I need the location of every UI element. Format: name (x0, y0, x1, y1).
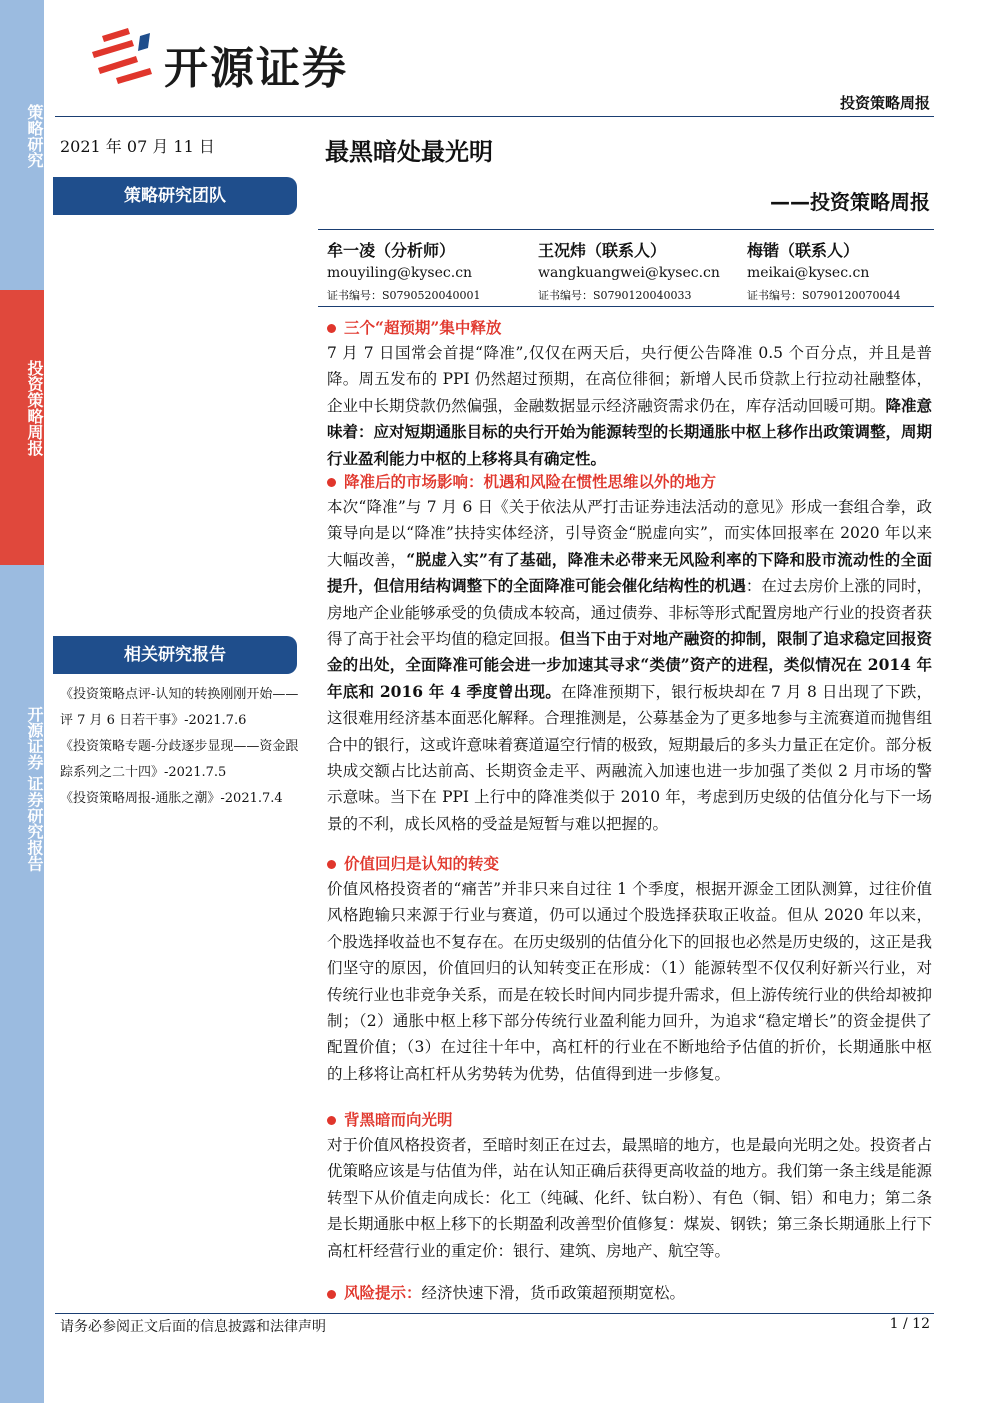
left-sidebar (0, 0, 44, 1403)
author-name: 王况炜（联系人） (538, 241, 667, 260)
risk-text: 经济快速下滑，货币政策超预期宽松。 (421, 1284, 686, 1302)
author-email[interactable]: wangkuangwei@kysec.cn (538, 265, 720, 281)
footer-divider (55, 1313, 934, 1314)
section-body: 本次“降准”与 7 月 6 日《关于依法从严打击证券违法活动的意见》形成一套组合拳，政策导向是以“降准”扶持实体经济，引导资金“脱虚向实”，而实体回报率在 2020 年以来大幅改善，“脱虚入实”有了基础，降准未必带来无风险利率的下降和股市流动性的全面提升，但信用结构调整下的全面降准可能会催化结构性的机遇：在过去房价上涨的同时，房地产企业能够承受的负债成本较高，通过债券、非标等形式配置房地产行业的投资者获得了高于社会平均值的稳定回报。但当下由于对地产融资的抑制，限制了追求稳定回报资金的出处，全面降准可能会进一步加速其寻求“类债”资产的进程，类似情况在 2014 年年底和 2016 年 4 季度曾出现。在降准预期下，银行板块却在 7 月 8 日出现了下跌，这很难用经济基本面恶化解释。合理推测是，公募基金为了更多地参与主流赛道而抛售组合中的银行，这或许意味着赛道逼空行情的极致，短期最后的多头力量正在定价。部分板块成交额占比达前高、长期资金走平、两融流入加速也进一步加强了类似 2 月市场的警示意味。当下在 PPI 上行中的降准类似于 2010 年，考虑到历史级的估值分化与下一场景的不利，成长风格的受益是短暂与难以把握的。 (327, 498, 932, 833)
bullet-icon (327, 860, 336, 869)
author-email[interactable]: mouyiling@kysec.cn (327, 265, 473, 281)
section-4 (327, 1108, 932, 1264)
section-3 (327, 852, 932, 1087)
header-divider (55, 116, 934, 117)
team-banner: 策略研究团队 (53, 177, 297, 215)
author-block (538, 238, 720, 303)
sidebar-bottom-text: 开源证券 证券研究报告 (25, 706, 44, 872)
logo-icon (88, 26, 158, 86)
section-1 (327, 316, 932, 472)
author-divider (318, 306, 934, 307)
section-body: 7 月 7 日国常会首提“降准”,仅仅在两天后，央行便公告降准 0.5 个百分点，并且是普降。周五发布的 PPI 仍然超过预期，在高位徘徊；新增人民币贷款上行拉动社融整体，企业中长期贷款仍然偏强，金融数据显示经济融资需求仍在，库存活动回暖可期。降准意味着：应对短期通胀目标的央行开始为能源转型的长期通胀中枢上移作出政策调整，周期行业盈利能力中枢的上移将具有确定性。 (327, 344, 932, 468)
bullet-icon (327, 1116, 336, 1125)
footer-disclaimer: 请务必参阅正文后面的信息披露和法律声明 (60, 1319, 326, 1335)
page-number: 1 / 12 (889, 1316, 930, 1332)
section-2 (327, 470, 932, 837)
risk-label: 风险提示： (344, 1283, 422, 1302)
author-cert: 证书编号：S0790120070044 (747, 289, 901, 302)
section-body: 对于价值风格投资者，至暗时刻正在过去，最黑暗的地方，也是最向光明之处。投资者占优策略应该是与估值为伴，站在认知正确后获得更高收益的地方。我们第一条主线是能源转型下从价值走向成长：化工（纯碱、化纤、钛白粉）、有色（铜、铝）和电力；第二条是长期通胀中枢上移下的长期盈利改善型价值修复：煤炭、钢铁；第三条长期通胀上行下高杠杆经营行业的重定价：银行、建筑、房地产、航空等。 (327, 1136, 932, 1260)
brand-name: 开源证券 (164, 43, 348, 94)
author-block (327, 238, 481, 303)
section-body: 价值风格投资者的“痛苦”并非只来自过往 1 个季度，根据开源金工团队测算，过往价值风格跑输只来源于行业与赛道，仍可以通过个股选择获取正收益。但从 2020 年以来，个股选择收益也不复存在。在历史级别的估值分化下的回报也必然是历史级的，这正是我们坚守的原因，价值回归的认知转变正在形成：（1）能源转型不仅仅利好新兴行业，对传统行业也非竞争关系，而是在较长时间内同步提升需求，但上游传统行业的供给却被抑制；（2）通胀中枢上移下部分传统行业盈利能力回升，为追求“稳定增长”的资金提供了配置价值；（3）在过往十年中，高杠杆的行业在不断地给予估值的折价，长期通胀中枢的上移将让高杠杆从劣势转为优势，估值得到进一步修复。 (327, 880, 932, 1083)
page-title: 最黑暗处最光明 (325, 138, 493, 166)
risk-warning (327, 1281, 685, 1303)
related-reports-list (60, 682, 306, 812)
author-email[interactable]: meikai@kysec.cn (747, 265, 870, 281)
brand-logo (88, 26, 378, 94)
bullet-icon (327, 1290, 336, 1299)
title-divider (318, 229, 934, 230)
related-report-item[interactable]: 《投资策略点评-认知的转换刚刚开始——评 7 月 6 日若干事》-2021.7.6 (60, 687, 299, 728)
page-subtitle: ——投资策略周报 (770, 190, 930, 214)
section-heading: 三个“超预期”集中释放 (327, 316, 932, 338)
section-heading: 降准后的市场影响：机遇和风险在惯性思维以外的地方 (327, 470, 932, 492)
related-report-item[interactable]: 《投资策略专题-分歧逐步显现——资金跟踪系列之二十四》-2021.7.5 (60, 739, 299, 780)
author-name: 牟一凌（分析师） (327, 241, 456, 260)
bullet-icon (327, 478, 336, 487)
author-block (747, 238, 901, 303)
section-heading: 背黑暗而向光明 (327, 1108, 932, 1130)
sidebar-top-text: 策略研究 (25, 104, 44, 168)
related-report-item[interactable]: 《投资策略周报-通胀之潮》-2021.7.4 (60, 791, 283, 806)
related-reports-banner: 相关研究报告 (53, 636, 297, 674)
section-heading: 价值回归是认知的转变 (327, 852, 932, 874)
report-date: 2021 年 07 月 11 日 (60, 137, 215, 156)
author-cert: 证书编号：S0790520040001 (327, 289, 481, 302)
sidebar-mid-text: 投资策略周报 (25, 360, 44, 456)
report-type-label: 投资策略周报 (839, 94, 930, 112)
author-name: 梅锴（联系人） (747, 241, 860, 260)
bullet-icon (327, 324, 336, 333)
author-cert: 证书编号：S0790120040033 (538, 289, 692, 302)
